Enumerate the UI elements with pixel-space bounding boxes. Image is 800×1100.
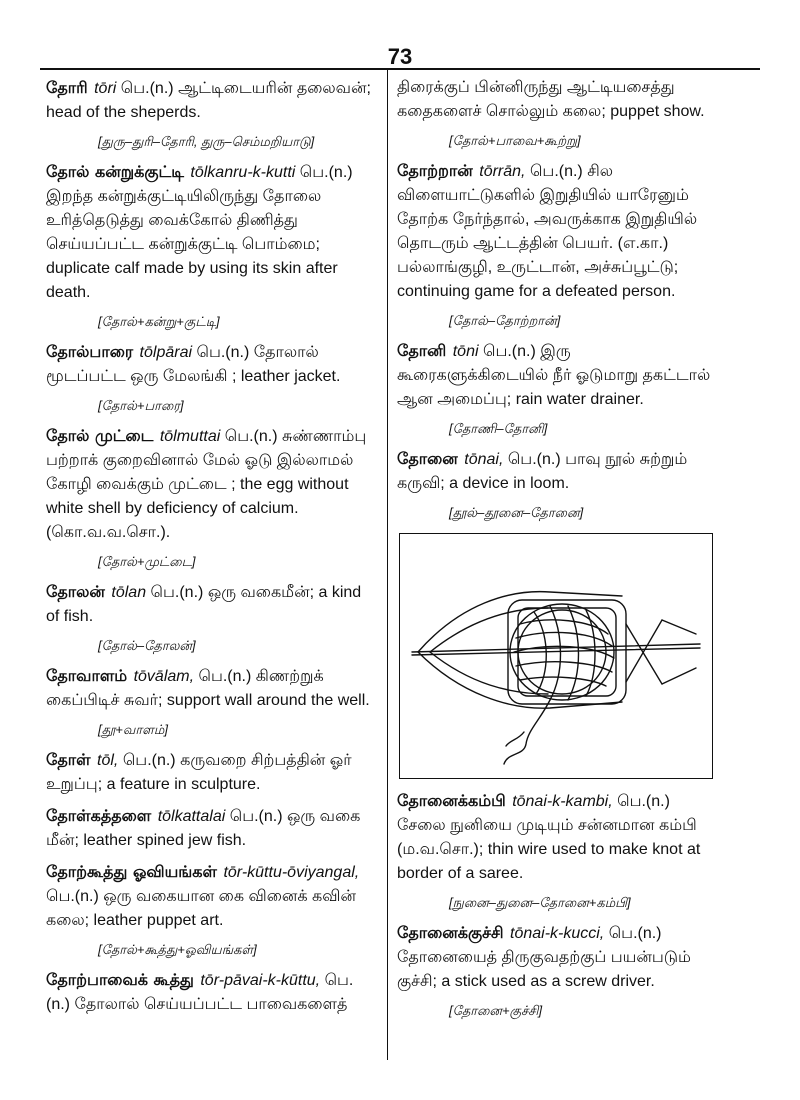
definition: கிணற்றுக் கைப்பிடிச் சுவர்; support wall around the well. — [46, 668, 370, 709]
part-of-speech: பெ.(n.) — [46, 972, 354, 1013]
etymology: [தோல்+முட்டை] — [98, 554, 196, 569]
transliteration: tōvālam, — [133, 668, 195, 685]
headword: தோனை — [397, 449, 458, 468]
part-of-speech: பெ.(n.) — [224, 428, 278, 445]
headword: தோனைக்கம்பி — [397, 791, 506, 810]
part-of-speech: பெ.(n.) — [482, 343, 536, 360]
definition: ஒரு வகை மீன்; leather spined jew fish. — [46, 808, 361, 849]
definition: பாவு நூல் சுற்றும் கருவி; a device in loom. — [397, 451, 688, 492]
definition: இரு கூரைகளுக்கிடையில் நீர் ஓடுமாறு தகட்டால் ஆன அமைப்பு; rain water drainer. — [397, 343, 711, 408]
part-of-speech: பெ.(n.) — [299, 164, 353, 181]
dictionary-entry — [46, 424, 371, 545]
definition: திரைக்குப் பின்னிருந்து ஆட்டியசைத்து கதைகளைச் சொல்லும் கலை; puppet show. — [397, 79, 705, 120]
part-of-speech: பெ.(n.) — [196, 344, 250, 361]
transliteration: tōl, — [97, 752, 119, 769]
definition: ஒரு வகைமீன்; a kind of fish. — [46, 584, 362, 625]
etymology: [நுனை–துனை–தோனை+கம்பி] — [449, 895, 631, 910]
etymology: [தோல்–தோலன்] — [98, 638, 196, 653]
headword: தோவாளம் — [46, 666, 128, 685]
part-of-speech: பெ.(n.) — [507, 451, 561, 468]
headword: தோனைக்குச்சி — [397, 923, 504, 942]
etymology: [தூ+வாளம்] — [98, 722, 168, 737]
transliteration: tōlkanru-k-kutti — [190, 164, 296, 181]
definition: தோனையைத் திருகுவதற்குப் பயன்படும் குச்சி; a stick used as a screw driver. — [397, 949, 691, 990]
dictionary-entry — [46, 804, 371, 853]
transliteration: tōnai, — [464, 451, 504, 468]
headword: தோல் கன்றுக்குட்டி — [46, 162, 184, 181]
headword: தோல்பாரை — [46, 342, 134, 361]
dictionary-entry — [46, 76, 371, 125]
etymology: [தோல்+பாவை+கூற்று] — [449, 133, 581, 148]
part-of-speech: பெ.(n.) — [198, 668, 252, 685]
header-rule — [40, 68, 760, 70]
definition: இறந்த கன்றுக்குட்டியிலிருந்து தோலை உரித்தெடுத்து வைக்கோல் திணித்து செய்யப்பட்ட கன்றுக்குட்டி பொம்மை; duplicate calf made by using its skin after death. — [46, 188, 338, 301]
headword: தோலன் — [46, 582, 105, 601]
column-divider — [387, 70, 388, 1060]
definition: தோலால் மூடப்பட்ட ஒரு மேலங்கி ; leather jacket. — [46, 344, 341, 385]
headword: தோள்கத்தளை — [46, 806, 152, 825]
definition: ஆட்டிடையரின் தலைவன்; head of the sheperds. — [46, 80, 371, 121]
transliteration: tōr-kūttu-ōviyangal, — [223, 864, 360, 881]
dictionary-entry — [46, 860, 371, 933]
transliteration: tōlan — [111, 584, 147, 601]
dictionary-entry — [397, 339, 715, 412]
part-of-speech: பெ.(n.) — [608, 925, 662, 942]
transliteration: tōlmuttai — [159, 428, 221, 445]
entry-continuation — [397, 76, 715, 124]
etymology: [தோல்–தோற்றான்] — [449, 313, 561, 328]
loom-device-drawing — [400, 534, 712, 778]
loom-device-illustration — [399, 533, 713, 779]
definition: சேலை நுனியை முடியும் சன்னமான கம்பி (ம.வ.சொ.); thin wire used to make knot at border of a saree. — [397, 817, 701, 882]
dictionary-entry — [397, 447, 715, 496]
page-number: 73 — [387, 44, 413, 69]
etymology: [தோனை+குச்சி] — [449, 1003, 543, 1018]
transliteration: tōrrān, — [479, 163, 526, 180]
etymology: [தோல்+பாரை] — [98, 398, 184, 413]
right-column — [397, 76, 715, 1029]
definition: கருவறை சிற்பத்தின் ஓர் உறுப்பு; a feature in sculpture. — [46, 752, 352, 793]
part-of-speech: பெ.(n.) — [150, 584, 204, 601]
etymology: [தூல்–தூனை–தோனை] — [449, 505, 584, 520]
dictionary-entry — [46, 160, 371, 305]
etymology: [தோல்+கூத்து+ஓவியங்கள்] — [98, 942, 257, 957]
headword: தோற்கூத்து ஓவியங்கள் — [46, 862, 217, 881]
transliteration: tōnai-k-kambi, — [512, 793, 613, 810]
dictionary-entry — [46, 340, 371, 389]
dictionary-entry — [397, 789, 715, 886]
headword: தோள் — [46, 750, 91, 769]
part-of-speech: பெ.(n.) — [617, 793, 670, 810]
headword: தோனி — [397, 341, 447, 360]
definition: சில விளையாட்டுகளில் இறுதியில் யாரேனும் தோற்க நேர்ந்தால், அவருக்காக இறுதியில் தொடரும் ஆட்டத்தின் பெயர். (எ.கா.) பல்லாங்குழி, உருட்டான், அச்சுப்பூட்டு; continuing game for a defeated person. — [397, 163, 698, 300]
transliteration: tōr-pāvai-k-kūttu, — [200, 972, 321, 989]
dictionary-entry — [397, 921, 715, 994]
headword: தோற்றான் — [397, 161, 473, 180]
dictionary-entry — [46, 664, 371, 713]
transliteration: tōni — [452, 343, 479, 360]
part-of-speech: பெ.(n.) — [229, 808, 283, 825]
etymology: [தோணி–தோனி] — [449, 421, 548, 436]
dictionary-entry — [46, 968, 371, 1017]
headword: தோல் முட்டை — [46, 426, 154, 445]
transliteration: tōlpārai — [139, 344, 193, 361]
definition: சுண்ணாம்பு பற்றாக் குறைவினால் மேல் ஓடு இல்லாமல் கோழி வைக்கும் முட்டை ; the egg without white shell by deficiency of calcium. (கொ.வ.வ.சொ.). — [46, 428, 367, 541]
etymology: [தோல்+கன்று+குட்டி] — [98, 314, 220, 329]
headword: தோரி — [46, 78, 88, 97]
part-of-speech: பெ.(n.) — [529, 163, 583, 180]
dictionary-entry — [46, 748, 371, 797]
part-of-speech: பெ.(n.) — [46, 888, 99, 905]
headword: தோற்பாவைக் கூத்து — [46, 970, 194, 989]
dictionary-entry — [46, 580, 371, 629]
definition: ஒரு வகையான கை வினைக் கவின் கலை; leather puppet art. — [46, 888, 356, 929]
dictionary-entry — [397, 159, 715, 304]
transliteration: tōri — [94, 80, 117, 97]
transliteration: tōnai-k-kucci, — [510, 925, 605, 942]
etymology: [துரு–துரி–தோரி, துரு–செம்மறியாடு] — [98, 134, 315, 149]
definition: தோலால் செய்யப்பட்ட பாவைகளைத் — [74, 996, 348, 1013]
part-of-speech: பெ.(n.) — [120, 80, 174, 97]
left-column — [46, 76, 371, 1024]
transliteration: tōlkattalai — [157, 808, 226, 825]
part-of-speech: பெ.(n.) — [122, 752, 176, 769]
